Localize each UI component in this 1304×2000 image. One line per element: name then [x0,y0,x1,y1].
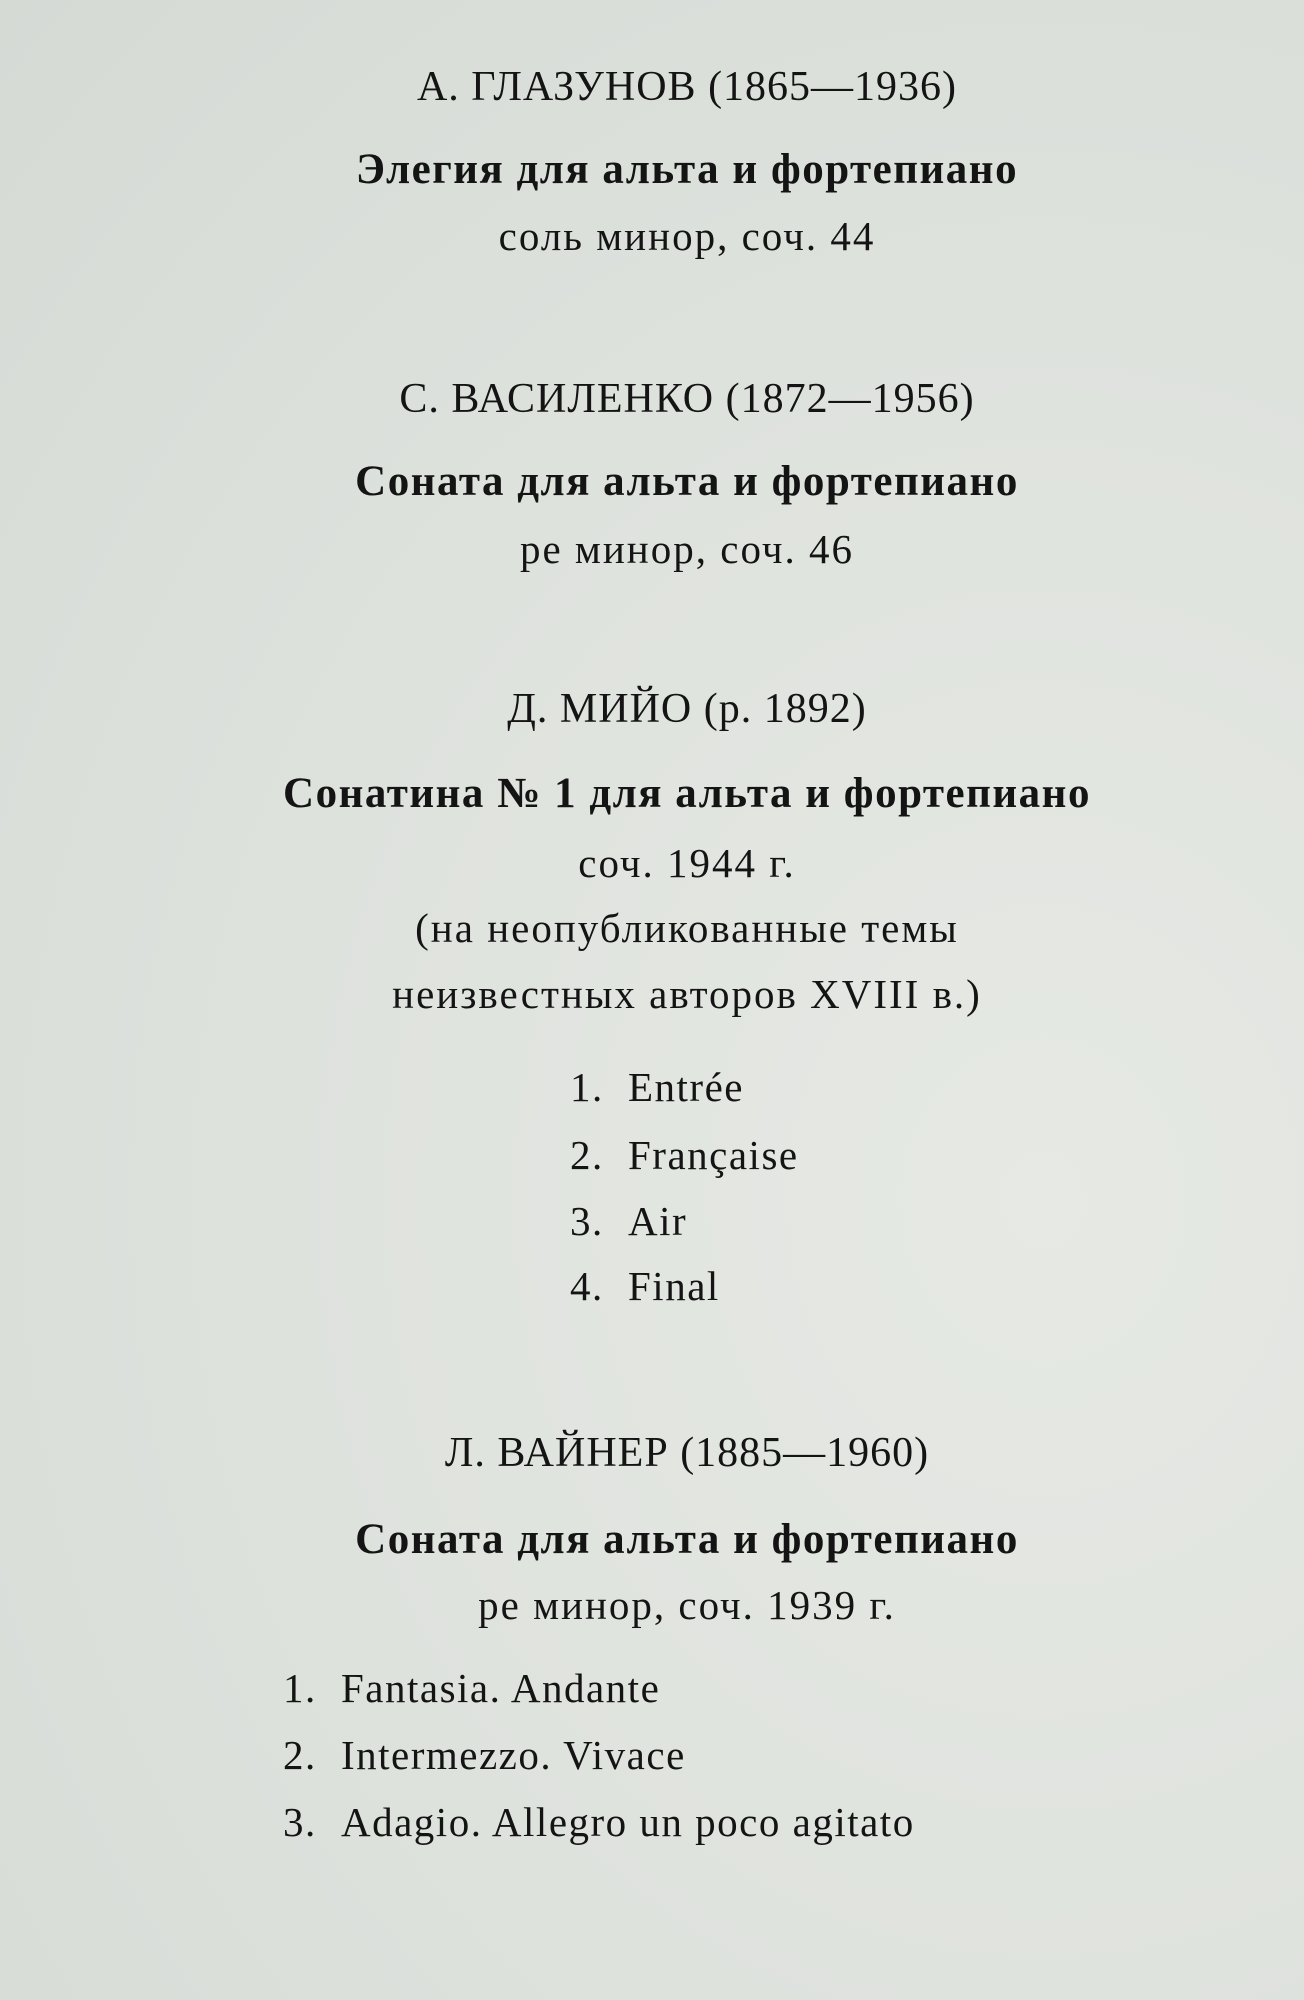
work-title: Сонатина № 1 для альта и фортепиано [283,770,1091,817]
work-details: (на неопубликованные темы [415,905,959,951]
movement-name: Intermezzo. Vivace [341,1732,686,1778]
movement-number: 1. [283,1665,317,1711]
movement-name: Air [628,1198,688,1244]
movement-name: Fantasia. Andante [341,1665,661,1711]
movement-number: 2. [283,1732,317,1778]
movement-item [283,1792,915,1852]
movement-name: Final [628,1263,720,1309]
movement-name: Entrée [628,1064,744,1110]
movement-item [570,1057,744,1117]
work-title: Соната для альта и фортепиано [355,458,1019,505]
movement-item [570,1125,799,1185]
composer-heading: Л. ВАЙНЕР (1885—1960) [444,1430,930,1476]
composer-heading: Д. МИЙО (р. 1892) [507,686,867,732]
movement-name: Adagio. Allegro un poco agitato [341,1799,915,1845]
work-title: Соната для альта и фортепиано [355,1516,1019,1563]
movement-item [283,1658,660,1718]
movement-number: 3. [570,1198,604,1244]
composer-heading: С. ВАСИЛЕНКО (1872—1956) [399,376,975,422]
work-details: неизвестных авторов XVIII в.) [392,971,982,1017]
movement-item [283,1725,686,1785]
movement-number: 4. [570,1263,604,1309]
composer-heading: А. ГЛАЗУНОВ (1865—1936) [416,64,958,110]
work-title: Элегия для альта и фортепиано [355,146,1019,193]
movement-item [570,1191,687,1251]
movement-item [570,1256,720,1316]
work-details: соч. 1944 г. [578,840,796,886]
work-details: ре минор, соч. 1939 г. [478,1582,896,1628]
movement-number: 1. [570,1064,604,1110]
movement-name: Française [628,1132,799,1178]
movement-number: 3. [283,1799,317,1845]
work-details: соль минор, соч. 44 [498,213,876,259]
movement-number: 2. [570,1132,604,1178]
work-details: ре минор, соч. 46 [519,526,855,572]
